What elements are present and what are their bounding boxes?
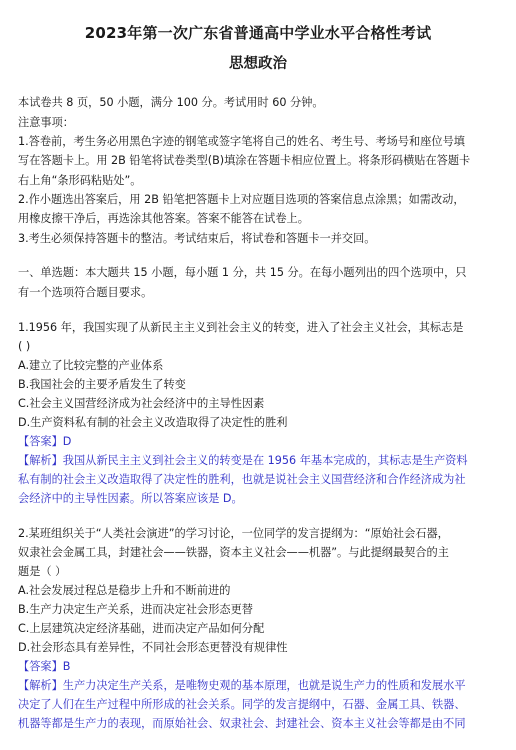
notice-line: 用橡皮擦干净后，再选涂其他答案。答案不能答在试卷上。 — [18, 212, 309, 225]
option: D.社会形态具有差异性，不同社会形态更替没有规律性 — [18, 641, 288, 654]
option: A.社会发展过程总是稳步上升和不断前进的 — [18, 584, 231, 597]
analysis-line: 会经济中的主导性因素。所以答案应该是 D。 — [18, 492, 243, 505]
option: B.生产力决定生产关系，进而决定社会形态更替 — [18, 603, 253, 616]
analysis-line: 机器等都是生产力的表现，而原始社会、奴隶社会、封建社会、资本主义社会等都是由不同 — [18, 717, 466, 730]
exam-info: 本试卷共 8 页，50 小题，满分 100 分。考试用时 60 分钟。 — [18, 96, 324, 109]
analysis-line: 私有制的社会主义改造取得了决定性的胜利，也就是说社会主义国营经济和合作经济成为社 — [18, 473, 466, 486]
question-stem: 1.1956 年，我国实现了从新民主主义到社会主义的转变，进入了社会主义社会，其标志是 — [18, 321, 464, 334]
section-heading: 有一个选项符合题目要求。 — [18, 286, 153, 299]
notice-line: 1.答卷前，考生务必用黑色字迹的钢笔或签字笔将自己的姓名、考生号、考场号和座位号填 — [18, 135, 465, 148]
question-stem: 奴隶社会金属工具，封建社会——铁器，资本主义社会——机器”。与此提纲最契合的主 — [18, 546, 449, 559]
answer: 【答案】B — [18, 660, 71, 673]
notice-heading: 注意事项： — [18, 116, 74, 129]
notice-line: 2.作小题选出答案后，用 2B 铅笔把答题卡上对应题目选项的答案信息点涂黑；如需改动， — [18, 193, 465, 206]
page-title: 2023年第一次广东省普通高中学业水平合格性考试 — [84, 24, 432, 42]
notice-line: 3.考生必须保持答题卡的整洁。考试结束后，将试卷和答题卡一并交回。 — [18, 232, 376, 245]
question-stem: 2.某班组织关于“人类社会演进”的学习讨论，一位同学的发言提纲为：“原始社会石器， — [18, 527, 449, 540]
analysis-line: 【解析】我国从新民主主义到社会主义的转变是在 1956 年基本完成的，其标志是生产资料 — [18, 454, 468, 467]
option: C.社会主义国营经济成为社会经济中的主导性因素 — [18, 397, 265, 410]
question-stem: 题是（ ） — [18, 565, 67, 578]
option: D.生产资料私有制的社会主义改造取得了决定性的胜利 — [18, 416, 288, 429]
option: C.上层建筑决定经济基础，进而决定产品如何分配 — [18, 622, 265, 635]
notice-line: 写在答题卡上。用 2B 铅笔将试卷类型(B)填涂在答题卡相应位置上。将条形码横贴在答题卡 — [18, 154, 471, 167]
option: A.建立了比较完整的产业体系 — [18, 359, 164, 372]
page-subtitle: 思想政治 — [229, 56, 287, 72]
notice-line: 右上角“条形码粘贴处”。 — [18, 174, 142, 187]
answer: 【答案】D — [18, 435, 72, 448]
option: B.我国社会的主要矛盾发生了转变 — [18, 378, 186, 391]
analysis-line: 【解析】生产力决定生产关系，是唯物史观的基本原理，也就是说生产力的性质和发展水平 — [18, 679, 466, 692]
analysis-line: 决定了人们在生产过程中所形成的社会关系。同学的发言提纲中，石器、金属工具、铁器、 — [18, 698, 466, 711]
section-heading: 一、单选题：本大题共 15 小题，每小题 1 分，共 15 分。在每小题列出的四个选项中，只 — [18, 266, 467, 279]
question-stem: ( ) — [18, 340, 31, 353]
